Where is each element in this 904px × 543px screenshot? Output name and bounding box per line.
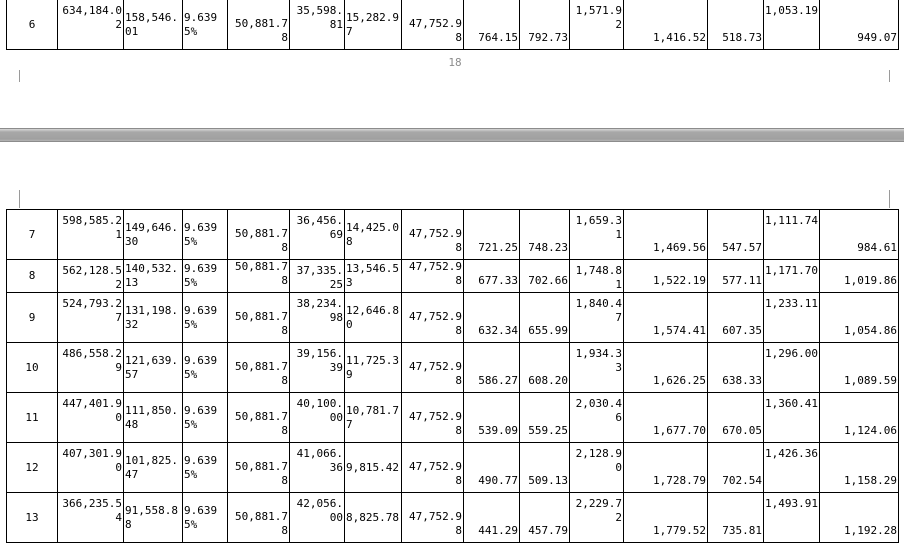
table-cell: 1,158.29 <box>820 443 899 493</box>
table-cell: 721.25 <box>464 210 520 260</box>
table-cell: 47,752.98 <box>402 443 464 493</box>
table-cell: 8,825.78 <box>345 493 402 543</box>
table-cell: 9.6395% <box>183 260 228 293</box>
data-table-upper <box>6 0 899 50</box>
table-cell: 447,401.90 <box>58 393 124 443</box>
crop-mark <box>889 190 890 208</box>
table-cell: 1,426.36 <box>764 443 820 493</box>
row-index-cell: 13 <box>7 493 58 543</box>
table-cell: 638.33 <box>708 343 764 393</box>
table-cell: 2,128.90 <box>570 443 624 493</box>
table-cell: 1,574.41 <box>624 293 708 343</box>
table-cell: 2,229.72 <box>570 493 624 543</box>
page-number: 18 <box>448 56 462 69</box>
table-cell: 562,128.52 <box>58 260 124 293</box>
table-row <box>7 293 899 343</box>
table-cell: 702.54 <box>708 443 764 493</box>
table-cell: 441.29 <box>464 493 520 543</box>
table-cell: 50,881.78 <box>228 343 290 393</box>
table-cell: 9.6395% <box>183 443 228 493</box>
table-row <box>7 210 899 260</box>
table-cell: 50,881.78 <box>228 443 290 493</box>
table-cell: 1,493.91 <box>764 493 820 543</box>
table-cell: 1,571.92 <box>570 0 624 50</box>
table-cell: 407,301.90 <box>58 443 124 493</box>
row-index-cell: 11 <box>7 393 58 443</box>
table-cell: 1,779.52 <box>624 493 708 543</box>
table-cell: 50,881.78 <box>228 260 290 293</box>
table-row <box>7 260 899 293</box>
table-cell: 149,646.30 <box>124 210 183 260</box>
table-cell: 47,752.98 <box>402 260 464 293</box>
table-cell: 40,100.00 <box>290 393 345 443</box>
table-cell: 984.61 <box>820 210 899 260</box>
table-cell: 1,677.70 <box>624 393 708 443</box>
table-cell: 1,171.70 <box>764 260 820 293</box>
table-cell: 9,815.42 <box>345 443 402 493</box>
table-cell: 37,335.25 <box>290 260 345 293</box>
table-cell: 39,156.39 <box>290 343 345 393</box>
table-row <box>7 343 899 393</box>
table-cell: 670.05 <box>708 393 764 443</box>
table-cell: 702.66 <box>520 260 570 293</box>
table-cell: 634,184.02 <box>58 0 124 50</box>
table-cell: 50,881.78 <box>228 0 290 50</box>
table-cell: 1,192.28 <box>820 493 899 543</box>
row-index-cell: 10 <box>7 343 58 393</box>
table-cell: 41,066.36 <box>290 443 345 493</box>
table-cell: 11,725.39 <box>345 343 402 393</box>
table-cell: 9.6395% <box>183 210 228 260</box>
table-row <box>7 443 899 493</box>
table-cell: 14,425.08 <box>345 210 402 260</box>
table-cell: 47,752.98 <box>402 210 464 260</box>
table-cell: 101,825.47 <box>124 443 183 493</box>
table-cell: 518.73 <box>708 0 764 50</box>
table-cell: 1,469.56 <box>624 210 708 260</box>
table-cell: 9.6395% <box>183 393 228 443</box>
table-cell: 50,881.78 <box>228 493 290 543</box>
table-cell: 10,781.77 <box>345 393 402 443</box>
table-cell: 140,532.13 <box>124 260 183 293</box>
table-cell: 949.07 <box>820 0 899 50</box>
table-cell: 47,752.98 <box>402 343 464 393</box>
row-index-cell: 9 <box>7 293 58 343</box>
page-gap <box>0 128 904 142</box>
table-cell: 1,840.47 <box>570 293 624 343</box>
table-cell: 1,053.19 <box>764 0 820 50</box>
table-cell: 748.23 <box>520 210 570 260</box>
table-cell: 577.11 <box>708 260 764 293</box>
table-cell: 1,019.86 <box>820 260 899 293</box>
row-index-cell: 12 <box>7 443 58 493</box>
table-cell: 1,416.52 <box>624 0 708 50</box>
table-cell: 457.79 <box>520 493 570 543</box>
table-cell: 586.27 <box>464 343 520 393</box>
table-cell: 50,881.78 <box>228 210 290 260</box>
table-cell: 792.73 <box>520 0 570 50</box>
table-cell: 655.99 <box>520 293 570 343</box>
table-cell: 38,234.98 <box>290 293 345 343</box>
table-cell: 47,752.98 <box>402 293 464 343</box>
table-cell: 1,659.31 <box>570 210 624 260</box>
table-cell: 47,752.98 <box>402 0 464 50</box>
table-cell: 1,522.19 <box>624 260 708 293</box>
row-index-cell: 6 <box>7 0 58 50</box>
table-cell: 486,558.29 <box>58 343 124 393</box>
table-cell: 12,646.80 <box>345 293 402 343</box>
table-cell: 47,752.98 <box>402 493 464 543</box>
table-cell: 764.15 <box>464 0 520 50</box>
table-cell: 9.6395% <box>183 293 228 343</box>
table-cell: 91,558.88 <box>124 493 183 543</box>
table-cell: 15,282.97 <box>345 0 402 50</box>
table-cell: 1,111.74 <box>764 210 820 260</box>
table-cell: 509.13 <box>520 443 570 493</box>
table-cell: 366,235.54 <box>58 493 124 543</box>
table-cell: 539.09 <box>464 393 520 443</box>
table-cell: 2,030.46 <box>570 393 624 443</box>
table-cell: 9.6395% <box>183 343 228 393</box>
table-cell: 9.6395% <box>183 0 228 50</box>
table-cell: 121,639.57 <box>124 343 183 393</box>
table-cell: 735.81 <box>708 493 764 543</box>
table-cell: 1,748.81 <box>570 260 624 293</box>
table-row <box>7 393 899 443</box>
table-cell: 607.35 <box>708 293 764 343</box>
table-cell: 1,233.11 <box>764 293 820 343</box>
table-cell: 547.57 <box>708 210 764 260</box>
row-index-cell: 8 <box>7 260 58 293</box>
table-cell: 13,546.53 <box>345 260 402 293</box>
table-cell: 1,296.00 <box>764 343 820 393</box>
table-cell: 50,881.78 <box>228 393 290 443</box>
table-row <box>7 0 899 50</box>
table-cell: 559.25 <box>520 393 570 443</box>
row-index-cell: 7 <box>7 210 58 260</box>
crop-mark <box>19 70 20 82</box>
crop-mark <box>889 70 890 82</box>
table-cell: 524,793.27 <box>58 293 124 343</box>
table-cell: 47,752.98 <box>402 393 464 443</box>
table-row <box>7 493 899 543</box>
data-table-lower <box>6 209 899 543</box>
table-cell: 1,054.86 <box>820 293 899 343</box>
table-cell: 1,360.41 <box>764 393 820 443</box>
table-cell: 111,850.48 <box>124 393 183 443</box>
table-cell: 36,456.69 <box>290 210 345 260</box>
table-cell: 1,934.33 <box>570 343 624 393</box>
crop-mark <box>19 190 20 208</box>
table-cell: 158,546.01 <box>124 0 183 50</box>
table-cell: 1,089.59 <box>820 343 899 393</box>
table-cell: 9.6395% <box>183 493 228 543</box>
table-cell: 1,728.79 <box>624 443 708 493</box>
table-cell: 131,198.32 <box>124 293 183 343</box>
table-cell: 677.33 <box>464 260 520 293</box>
table-cell: 598,585.21 <box>58 210 124 260</box>
table-cell: 35,598.81 <box>290 0 345 50</box>
table-cell: 608.20 <box>520 343 570 393</box>
table-cell: 1,626.25 <box>624 343 708 393</box>
table-cell: 50,881.78 <box>228 293 290 343</box>
table-cell: 1,124.06 <box>820 393 899 443</box>
table-cell: 42,056.00 <box>290 493 345 543</box>
table-cell: 490.77 <box>464 443 520 493</box>
table-cell: 632.34 <box>464 293 520 343</box>
